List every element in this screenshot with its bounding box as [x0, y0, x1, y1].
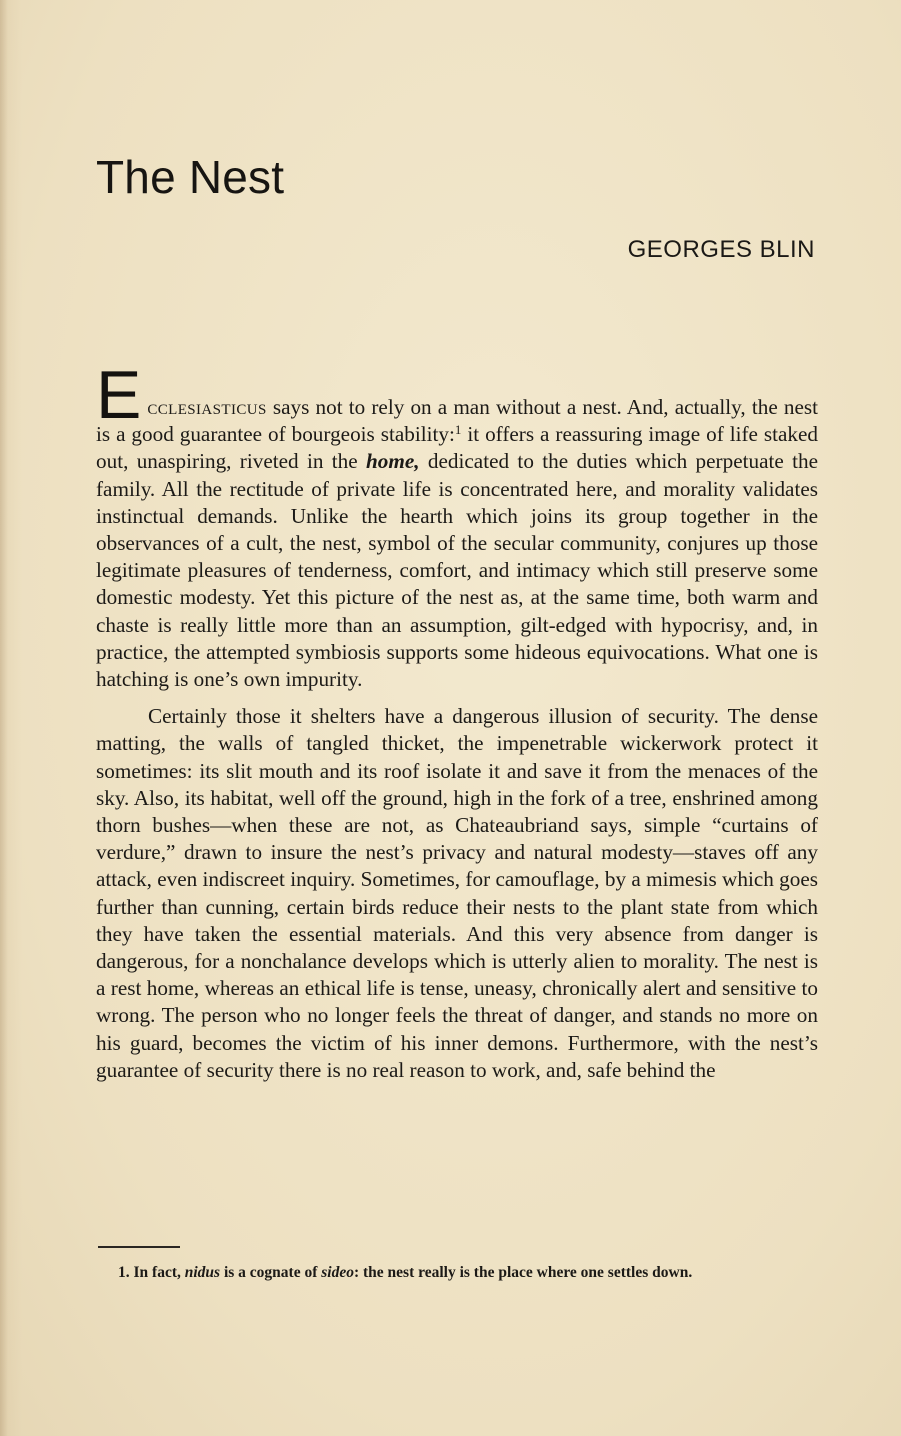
article-body	[96, 357, 819, 1084]
paragraph-1-text-b: it offers a reassuring image of life staked out, unaspiring, riveted in the	[96, 422, 819, 474]
footnote-term-nidus: nidus	[184, 1264, 221, 1281]
paragraph-gap	[96, 693, 818, 703]
footnote-text-b: is a cognate of	[220, 1264, 322, 1281]
paragraph-2: Certainly those it shelters have a dangerous illusion of security. The dense matting, the walls of tangled thicket, the impenetrable wickerwork protect it sometimes: its slit mouth and its roof isolate it and save it from the menaces of the sky. Also, its habitat, well off the ground, high in the fork of a tree, enshrined among thorn bushes—when these are not, as Chateaubriand says, simple “curtains of verdure,” drawn to insure the nest’s privacy and natural modesty—staves off any attack, even indiscreet inquiry. Sometimes, for camouflage, by a mimesis which goes further than cunning, certain birds reduce their nests to the plant state from which they have taken the essential materials. And this very absence from danger is dangerous, for a nonchalance develops which is utterly alien to morality. The nest is a rest home, whereas an ethical life is tense, uneasy, chronically alert and sensitive to wrong. The person who no longer feels the threat of danger, and stands no more on his guard, becomes the victim of his inner demons. Furthermore, with the nest’s guarantee of security there is no real reason to work, and, safe behind the	[96, 704, 818, 1082]
drop-cap: E	[96, 357, 142, 433]
footnote-number: 1.	[118, 1264, 130, 1281]
smallcaps-word: cclesiasticus	[147, 395, 267, 419]
footnote-term-sideo: sideo	[321, 1264, 354, 1281]
article-title: The Nest	[96, 151, 285, 203]
emphasized-word: home,	[366, 449, 420, 474]
footnote	[96, 1262, 818, 1283]
paragraph-1-text-a: says not to rely on a man without a nest. And, actually, the nest is a good guarantee of bourgeois stability:	[96, 395, 818, 447]
footnote-reference[interactable]: 1	[454, 422, 462, 438]
paragraph-1	[96, 357, 819, 693]
author-name: GEORGES BLIN	[627, 236, 815, 263]
paragraph-1-text-c: dedicated to the duties which perpetuate the family. All the rectitude of private life is concentrated here, and morality validates instinctual demands. Unlike the hearth which joins its group together in the observances of a cult, the nest, symbol of the secular community, conjures up those legitimate pleasures of tenderness, comfort, and intimacy which still preserve some domestic modesty. Yet this picture of the nest as, at the same time, both warm and chaste is really little more than an assumption, gilt-edged with hypocrisy, and, in practice, the attempted symbiosis supports some hideous equivocations. What one is hatching is one’s own impurity.	[96, 449, 818, 692]
footnote-divider	[98, 1246, 180, 1248]
footnote-text-c: : the nest really is the place where one settles down.	[353, 1264, 693, 1281]
footnote-text-a: In fact,	[129, 1264, 185, 1281]
